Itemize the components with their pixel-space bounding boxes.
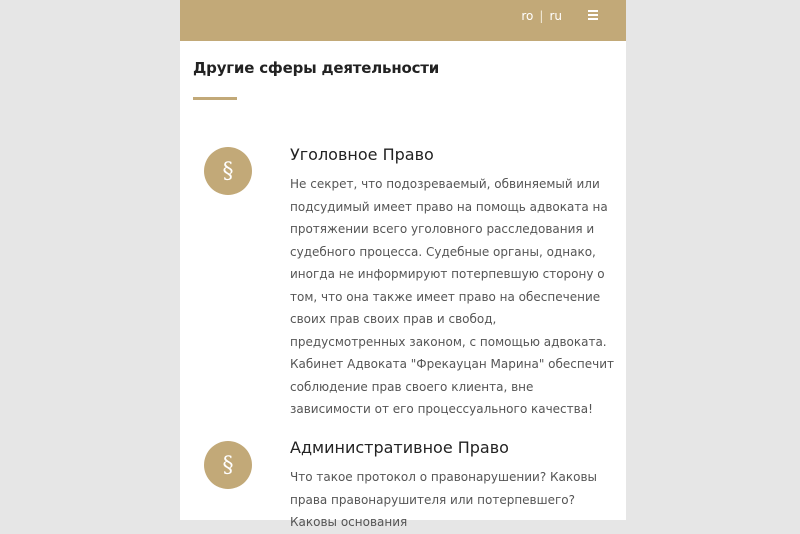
language-switcher xyxy=(521,8,562,24)
service-description: Что такое протокол о правонарушении? Каковы права правонарушителя или потерпевшего? Каковы основания xyxy=(290,470,598,529)
section-sign-icon: § xyxy=(204,441,252,489)
lang-ro-link[interactable]: ro xyxy=(521,9,534,23)
lang-separator: | xyxy=(539,9,544,23)
page-column xyxy=(180,0,626,529)
service-description: Не секрет, что подозреваемый, обвиняемый или подсудимый имеет право на помощь адвоката на протяжении всего уголовного расследования и судебного процесса. Судебные органы, однако, иногда не информируют потерпевшую сторону о том, что она также имеет право на обеспечение своих прав своих прав и свобод, предусмотренных законом, с помощью адвоката. Кабинет Адвоката "Фрекауцан Марина" обеспечит соблюдение прав своего клиента, вне зависимости от его процессуального качества! xyxy=(290,177,615,416)
hamburger-icon[interactable] xyxy=(588,10,600,21)
service-title: Уголовное Право xyxy=(290,145,434,164)
title-underline xyxy=(193,97,237,100)
section-title: Другие сферы деятельности xyxy=(193,59,440,77)
top-bar xyxy=(180,0,626,41)
service-title: Административное Право xyxy=(290,438,509,457)
lang-ru-link[interactable]: ru xyxy=(549,9,562,23)
section-sign-icon: § xyxy=(204,147,252,195)
